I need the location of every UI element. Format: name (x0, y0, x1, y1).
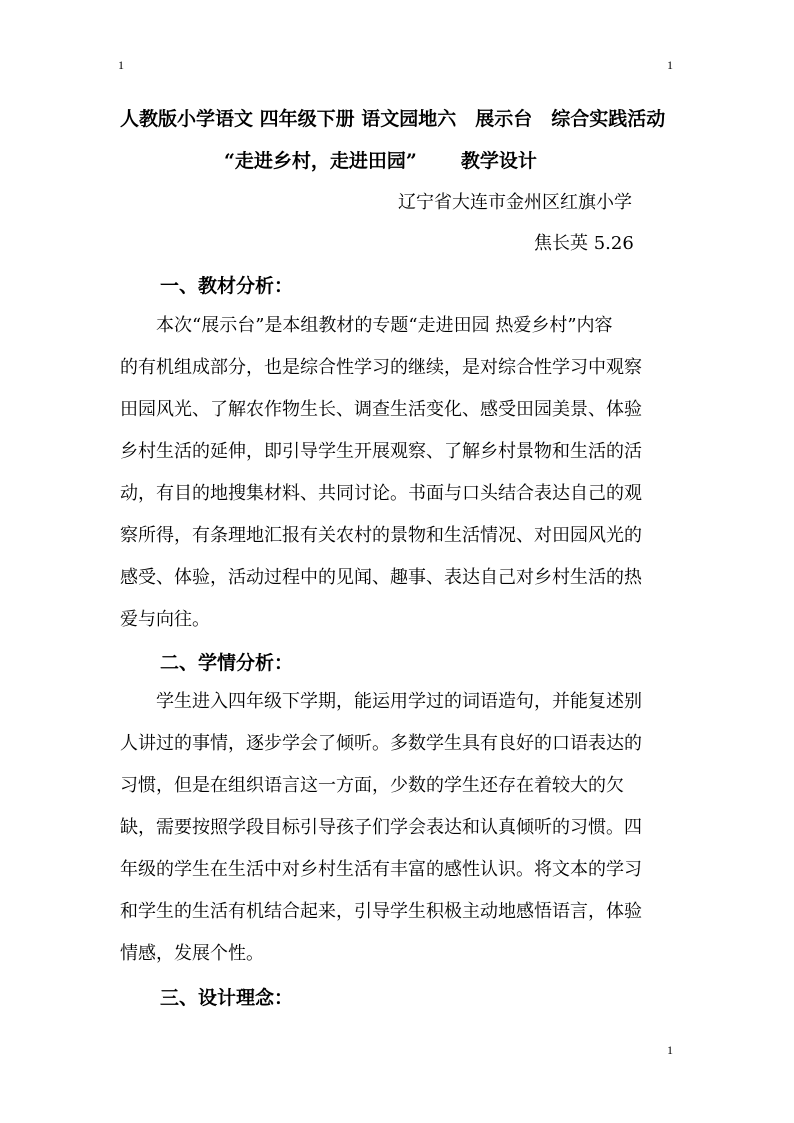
page-number-bottom-right: 1 (667, 1043, 673, 1057)
paragraph-line: 本次“展示台”是本组教材的专题“走进田园 热爱乡村”内容 (120, 315, 613, 336)
page-number-top-left: 1 (118, 58, 124, 72)
section-heading-material-analysis: 一、教材分析： (160, 275, 294, 297)
document-title-topic: “走进乡村，走进田园” (224, 150, 417, 172)
author-date: 焦长英 5.26 (534, 233, 634, 254)
page-number-top-right: 1 (667, 58, 673, 72)
section-heading-learner-analysis: 二、学情分析： (160, 652, 294, 674)
paragraph-line: 爱与向往。 (120, 609, 210, 630)
paragraph-line: 动，有目的地搜集材料、共同讨论。书面与口头结合表达自己的观 (120, 483, 642, 504)
paragraph-line: 感受、体验，活动过程中的见闻、趣事、表达自己对乡村生活的热 (120, 567, 642, 588)
paragraph-line: 习惯，但是在组织语言这一方面，少数的学生还存在着较大的欠 (120, 775, 624, 796)
document-title-suffix: 教学设计 (460, 150, 537, 172)
paragraph-line: 学生进入四年级下学期，能运用学过的词语造句，并能复述别 (120, 691, 642, 712)
paragraph-line: 人讲过的事情，逐步学会了倾听。多数学生具有良好的口语表达的 (120, 733, 642, 754)
school-name: 辽宁省大连市金州区红旗小学 (398, 192, 632, 213)
document-title-line2 (224, 146, 537, 173)
paragraph-line: 缺，需要按照学段目标引导孩子们学会表达和认真倾听的习惯。四 (120, 817, 642, 838)
paragraph-line: 乡村生活的延伸，即引导学生开展观察、了解乡村景物和生活的活 (120, 441, 642, 462)
paragraph-line: 察所得，有条理地汇报有关农村的景物和生活情况、对田园风光的 (120, 525, 642, 546)
paragraph-line: 情感，发展个性。 (120, 943, 264, 964)
section-heading-design-concept: 三、设计理念： (160, 987, 294, 1009)
document-title-line1: 人教版小学语文 四年级下册 语文园地六 展示台 综合实践活动 (120, 108, 666, 130)
paragraph-line: 和学生的生活有机结合起来，引导学生积极主动地感悟语言，体验 (120, 901, 642, 922)
paragraph-line: 年级的学生在生活中对乡村生活有丰富的感性认识。将文本的学习 (120, 859, 642, 880)
paragraph-line: 的有机组成部分，也是综合性学习的继续，是对综合性学习中观察 (120, 357, 642, 378)
paragraph-line: 田园风光、了解农作物生长、调查生活变化、感受田园美景、体验 (120, 399, 642, 420)
